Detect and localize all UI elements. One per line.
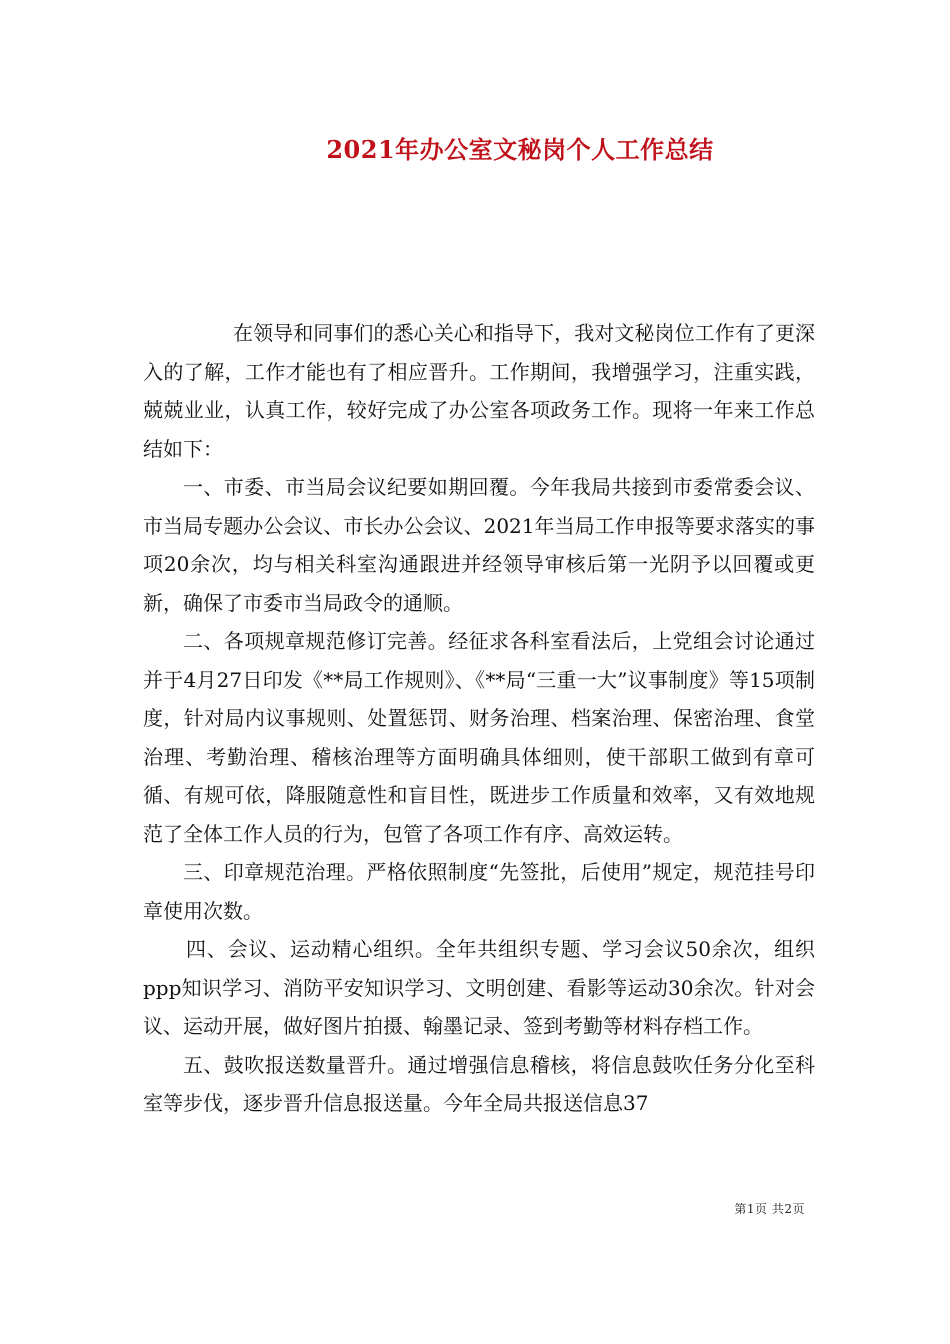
section-paragraph-3: 三、印章规范治理。严格依照制度“先签批，后使用”规定，规范挂号印章使用次数。 bbox=[143, 860, 815, 923]
section-paragraph-1: 一、市委、市当局会议纪要如期回覆。今年我局共接到市委常委会议、市当局专题办公会议、市长办公会议、2021年当局工作申报等要求落实的事项20余次，均与相关科室沟通跟进并经领导审核后第一光阴予以回覆或更新，确保了市委市当局政令的通顺。 bbox=[143, 475, 815, 615]
section-paragraph-2: 二、各项规章规范修订完善。经征求各科室看法后，上党组会讨论通过并于4月27日印发《**局工作规则》、《**局“三重一大”议事制度》等15项制度，针对局内议事规则、处置惩罚、财务治理、档案治理、保密治理、食堂治理、考勤治理、稽核治理等方面明确具体细则，使干部职工做到有章可循、有规可依，降服随意性和盲目性，既进步工作质量和效率，又有效地规范了全体工作人员的行为，包管了各项工作有序、高效运转。 bbox=[143, 629, 815, 846]
section-paragraph-4: 四、会议、运动精心组织。全年共组织专题、学习会议50余次，组织ppp知识学习、消防平安知识学习、文明创建、看影等运动30余次。针对会议、运动开展，做好图片拍摄、翰墨记录、签到考勤等材料存档工作。 bbox=[143, 937, 815, 1038]
page-number-footer: 第1页 共2页 bbox=[734, 1202, 805, 1216]
document-body bbox=[143, 314, 815, 1123]
document-title: 2021年办公室文秘岗个人工作总结 bbox=[326, 135, 714, 164]
intro-paragraph: 在领导和同事们的悉心关心和指导下，我对文秘岗位工作有了更深入的了解，工作才能也有了相应晋升。工作期间，我增强学习，注重实践，兢兢业业，认真工作，较好完成了办公室各项政务工作。现将一年来工作总结如下： bbox=[143, 321, 815, 461]
section-paragraph-5: 五、鼓吹报送数量晋升。通过增强信息稽核，将信息鼓吹任务分化至科室等步伐，逐步晋升信息报送量。今年全局共报送信息37 bbox=[143, 1052, 815, 1115]
